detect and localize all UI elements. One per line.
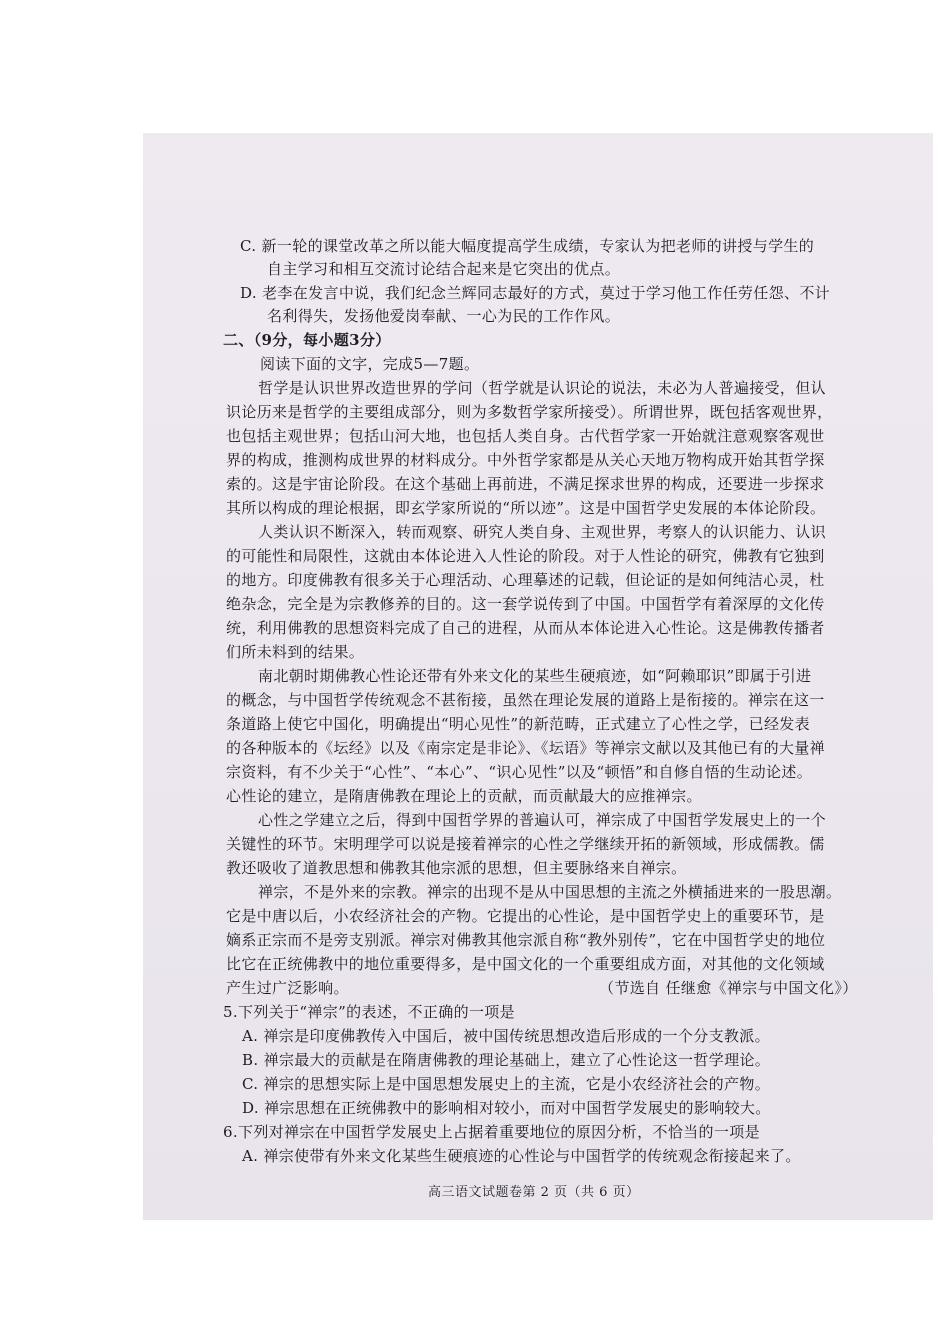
- passage-line: 产生过广泛影响。: [226, 979, 349, 997]
- passage-line: 哲学是认识世界改造世界的学问（哲学就是认识论的说法，未必为人普遍接受，但认: [258, 379, 826, 397]
- passage-line: 禅宗，不是外来的宗教。禅宗的出现不是从中国思想的主流之外横插进来的一股思潮。: [258, 883, 842, 901]
- passage-line: 索的。这是宇宙论阶段。在这个基础上再前进，不满足探求世界的构成，还要进一步探求: [226, 475, 825, 493]
- passage-line: 关键性的环节。宋明理学可以说是接着禅宗的心性之学继续开拓的新领域，形成儒教。儒: [226, 835, 825, 853]
- passage-line: 宗资料，有不少关于“心性”、“本心”、“识心见性”以及“顿悟”和自修自悟的生动论述。: [226, 763, 813, 781]
- passage-line: 南北朝时期佛教心性论还带有外来文化的某些生硬痕迹，如“阿赖耶识”即属于引进: [258, 667, 812, 685]
- passage-line: 界的构成，推测构成世界的材料成分。中外哲学家都是从关心天地万物构成开始其哲学探: [226, 451, 825, 469]
- q5-option-d: D. 禅宗思想在正统佛教中的影响相对较小，而对中国哲学发展史的影响较大。: [242, 1099, 771, 1117]
- passage-line: 的各种版本的《坛经》以及《南宗定是非论》、《坛语》等禅宗文献以及其他已有的大量禅: [226, 739, 826, 757]
- section-heading: 二、（9分，每小题3分）: [223, 331, 391, 349]
- option-d-line2: 名利得失，发扬他爱岗奉献、一心为民的工作作风。: [267, 307, 621, 325]
- passage-line: 心性之学建立之后，得到中国哲学界的普遍认可，禅宗成了中国哲学发展史上的一个: [258, 811, 826, 829]
- page-footer: 高三语文试题卷第 2 页（共 6 页）: [428, 1185, 640, 1200]
- q6-option-a: A. 禅宗使带有外来文化某些生硬痕迹的心性论与中国哲学的传统观念衔接起来了。: [242, 1147, 801, 1165]
- passage-line: 识论历来是哲学的主要组成部分，则为多数哲学家所接受）。所谓世界，既包括客观世界，: [226, 403, 833, 421]
- passage-line: 人类认识不断深入，转而观察、研究人类自身、主观世界，考察人的认识能力、认识: [258, 523, 826, 541]
- option-d-line1: D. 老李在发言中说，我们纪念兰辉同志最好的方式，莫过于学习他工作任劳任怨、不计: [240, 284, 831, 302]
- q5-option-a: A. 禅宗是印度佛教传入中国后，被中国传统思想改造后形成的一个分支教派。: [242, 1027, 770, 1045]
- passage-line: 也包括主观世界；包括山河大地，也包括人类自身。古代哲学家一开始就注意观察客观世: [226, 427, 825, 445]
- q5-stem: 5.下列关于“禅宗”的表述，不正确的一项是: [223, 1003, 516, 1021]
- q5-option-c: C. 禅宗的思想实际上是中国思想发展史上的主流，它是小农经济社会的产物。: [242, 1075, 771, 1093]
- passage-line: 其所以构成的理论根据，即玄学家所说的“所以迹”。这是中国哲学史发展的本体论阶段。: [226, 499, 826, 517]
- q6-stem: 6.下列对禅宗在中国哲学发展史上占据着重要地位的原因分析，不恰当的一项是: [223, 1123, 760, 1141]
- passage-line: 教还吸收了道教思想和佛教其他宗派的思想，但主要脉络来自禅宗。: [226, 859, 687, 877]
- passage-line: 嫡系正宗而不是旁支别派。禅宗对佛教其他宗派自称“教外别传”，它在中国哲学史的地位: [226, 931, 826, 949]
- passage-line: 条道路上使它中国化，明确提出“明心见性”的新范畴，正式建立了心性之学，已经发表: [226, 715, 810, 733]
- passage-line: 的概念，与中国哲学传统观念不甚衔接，虽然在理论发展的道路上是衔接的。禅宗在这一: [226, 691, 825, 709]
- passage-line: 的可能性和局限性，这就由本体论进入人性论的阶段。对于人性论的研究，佛教有它独到: [226, 547, 825, 565]
- passage-line: 心性论的建立，是隋唐佛教在理论上的贡献，而贡献最大的应推禅宗。: [226, 787, 702, 805]
- passage-line: 统，利用佛教的思想资料完成了自己的进程，从而从本体论进入心性论。这是佛教传播者: [226, 619, 825, 637]
- passage-line: 的地方。印度佛教有很多关于心理活动、心理摹述的记载，但论证的是如何纯洁心灵，杜: [226, 571, 825, 589]
- option-c-line2: 自主学习和相互交流讨论结合起来是它突出的优点。: [267, 260, 621, 278]
- passage-line: 它是中唐以后，小农经济社会的产物。它提出的心性论，是中国哲学史上的重要环节，是: [226, 907, 825, 925]
- passage-line: 比它在正统佛教中的地位重要得多，是中国文化的一个重要组成方面，对其他的文化领域: [226, 955, 825, 973]
- passage-source: （节选自 任继愈《禅宗与中国文化》）: [599, 979, 858, 997]
- passage-line: 们所未料到的结果。: [226, 643, 365, 661]
- passage-line: 绝杂念，完全是为宗教修养的目的。这一套学说传到了中国。中国哲学有着深厚的文化传: [226, 595, 825, 613]
- option-c-line1: C. 新一轮的课堂改革之所以能大幅度提高学生成绩，专家认为把老师的讲授与学生的: [240, 237, 815, 255]
- q5-option-b: B. 禅宗最大的贡献是在隋唐佛教的理论基础上，建立了心性论这一哲学理论。: [242, 1051, 771, 1069]
- instruction: 阅读下面的文字，完成5—7题。: [260, 355, 480, 373]
- exam-page: [143, 133, 933, 1220]
